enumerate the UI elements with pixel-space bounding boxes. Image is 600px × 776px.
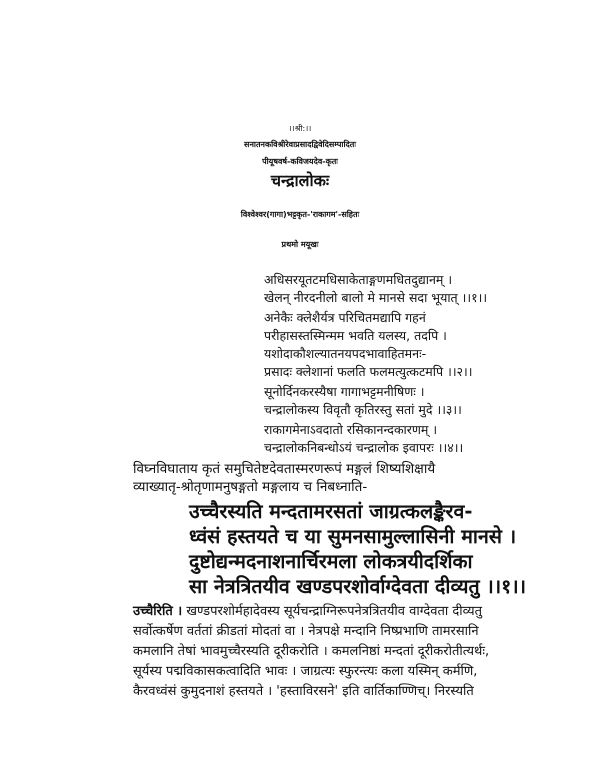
preface-line: व्याख्यातृ-श्रोतृणामनुषङ्गतो मङ्गलाय च निबध्नाति- <box>133 479 368 495</box>
commentary-line: कमलानि तेषां भावमुच्चैरस्यति दूरीकरोति । कमलनिष्ठां मन्दतां दूरीकरोतीत्यर्थः, <box>133 644 490 659</box>
intro-verse-line: अनेकैः क्लेशैर्यत्र परिचितमद्यापि गहनं <box>264 310 426 325</box>
commentary-lead: उच्चैरिति । <box>133 604 183 619</box>
main-verse-line: सा नेत्रत्रितयीव खण्डपरशोर्वाग्देवता दीव्यतु ।।१।। <box>189 575 527 598</box>
preface-line: विघ्नविघाताय कृतं समुचितेष्टदेवतास्मरणरूपं मङ्गलं शिष्यशिक्षायै <box>133 461 436 477</box>
intro-verse-line: राकागमेनाऽवदातो रसिकानन्दकारणम् । <box>264 422 438 437</box>
intro-verse-line: चन्द्रालोकनिबन्धोऽयं चन्द्रालोक इवापरः ।।४।। <box>264 440 464 455</box>
editor-line: सनातनकविश्रीरेवाप्रसादद्विवेदिसम्पादितः <box>244 140 356 149</box>
main-verse-line: ध्वंसं हस्तयते च या सुमनसामुल्लासिनी मानसे । <box>189 525 517 548</box>
main-verse-line: दुष्टोद्यन्मदनाशनार्चिरमला लोकत्रयीदर्शिका <box>189 550 473 573</box>
intro-verse-line: खेलन् नीरदनीलो बालो मे मानसे सदा भूयात् ।।१।। <box>264 290 488 305</box>
intro-verse-line: चन्द्रालोकस्य विवृतौ कृतिरस्तु सतां मुदे ।।३।। <box>264 402 462 417</box>
commentary-line <box>133 601 482 619</box>
chapter-heading: प्रथमो मयूखः <box>281 240 319 249</box>
intro-verse-line: सूनोर्दिनकरस्यैषा गागाभट्टमनीषिणः । <box>264 384 425 399</box>
commentary-line: सूर्यस्य पद्मविकासकत्वादिति भावः । जाग्रत्यः स्फुरन्त्यः कला यस्मिन् कर्मणि, <box>133 664 478 679</box>
intro-verse-line: प्रसादः क्लेशानां फलति फलमत्युत्कटमपि ।।२।। <box>264 364 473 379</box>
commentary-line: सर्वोत्कर्षेण वर्ततां क्रीडतां मोदतां वा । नेत्रपक्षे मन्दानि निष्प्रभाणि तामरसानि <box>133 624 479 639</box>
commentary-text: खण्डपरशोर्महादेवस्य सूर्यचन्द्राग्निरूपनेत्रत्रितयीव वाग्देवता दीव्यतु <box>182 604 483 619</box>
intro-verse-line: यशोदाकौशल्यातनयपदभावाहितमनः- <box>264 346 427 361</box>
commentary-line: कैरवध्वंसं कुमुदनाशं हस्तयते । 'हस्ताविरसने' इति वार्तिकाण्णिच्। निरस्यति <box>133 684 474 699</box>
main-verse-line: उच्चैरस्यति मन्दतामरसतां जाग्रत्कलङ्कैरव- <box>189 500 473 523</box>
intro-verse-line: अधिसरयूतटमधिसाकेताङ्गणमधितदुद्यानम् । <box>264 272 453 287</box>
invocation: ।।श्री:।। <box>288 124 312 133</box>
author-line: पीयूषवर्ष-कविजयदेव-कृतः <box>262 157 338 166</box>
commentary-line: विश्वेश्वर(गागा)भट्टकृत-'राकागम'-सहितः <box>240 210 360 219</box>
intro-verse-line: परीहासस्तस्मिन्मम भवति यलस्य, तदपि । <box>264 328 447 343</box>
book-title: चन्द्रालोकः <box>270 171 330 190</box>
